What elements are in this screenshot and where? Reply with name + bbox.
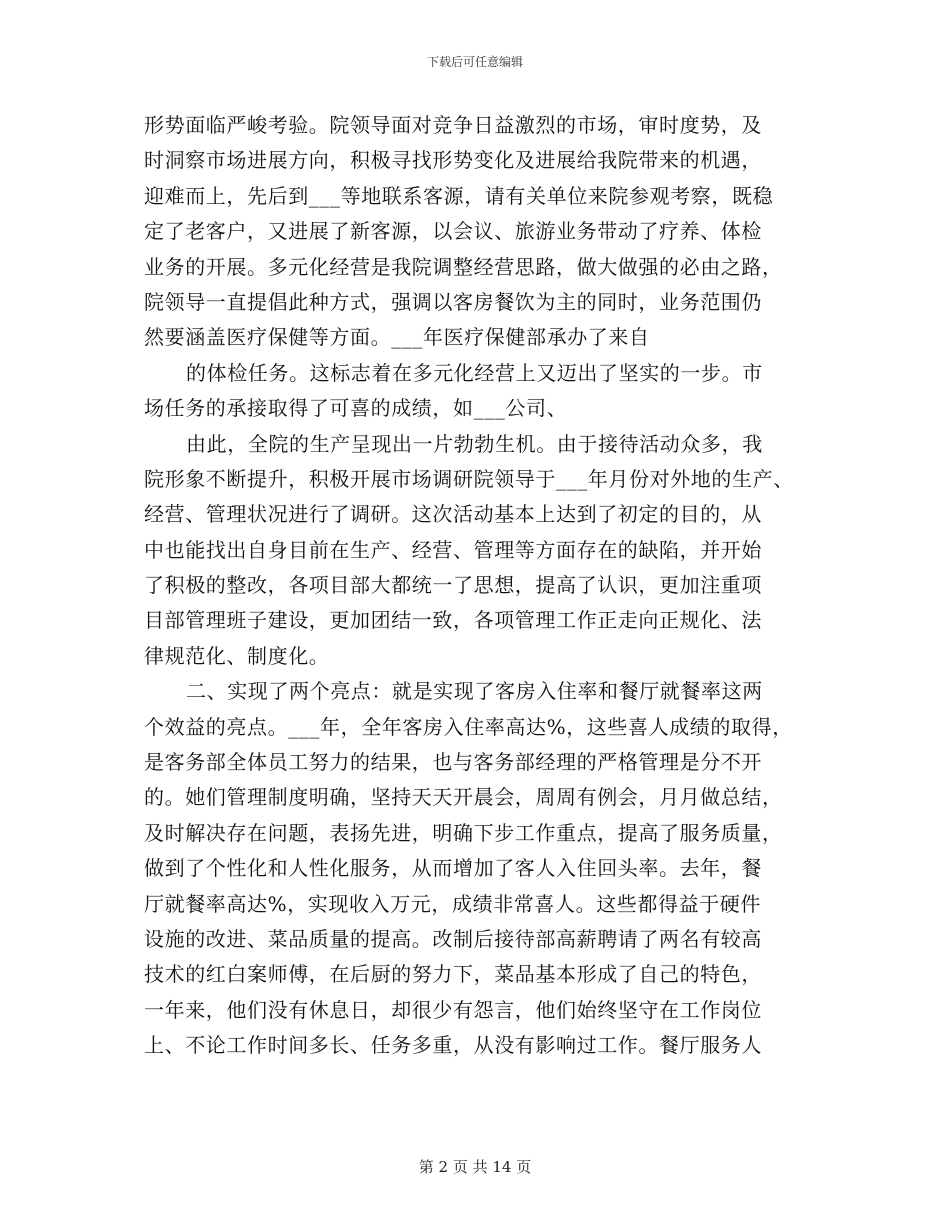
text-line: 场任务的承接取得了可喜的成绩，如___公司、 — [144, 396, 568, 421]
text-line: 时洞察市场进展方向，积极寻找形势变化及进展给我院带来的机遇， — [144, 148, 762, 173]
text-line: 设施的改进、菜品质量的提高。改制后接待部高薪聘请了两名有较高 — [144, 926, 762, 951]
text-line: 个效益的亮点。___年，全年客房入住率高达%，这些喜人成绩的取得， — [144, 714, 793, 739]
text-line: 目部管理班子建设，更加团结一致，各项管理工作正走向正规化、法 — [144, 608, 762, 633]
text-line: 院领导一直提倡此种方式，强调以客房餐饮为主的同时，业务范围仍 — [144, 289, 762, 314]
text-line: 迎难而上，先后到___等地联系客源，请有关单位来院参观考察，既稳 — [144, 183, 774, 208]
text-line: 上、不论工作时间多长、任务多重，从没有影响过工作。餐厅服务人 — [144, 1033, 762, 1058]
text-line: 由此，全院的生产呈现出一片勃勃生机。由于接待活动众多，我 — [186, 431, 763, 456]
text-line: 了积极的整改，各项目部大都统一了思想，提高了认识，更加注重项 — [144, 573, 762, 598]
text-line: 然要涵盖医疗保健等方面。___年医疗保健部承办了来自 — [144, 325, 650, 350]
document-body — [144, 108, 814, 1064]
text-line: 是客务部全体员工努力的结果，也与客务部经理的严格管理是分不开 — [144, 750, 762, 775]
text-line: 技术的红白案师傅，在后厨的努力下，菜品基本形成了自己的特色， — [144, 962, 762, 987]
page-header: 下载后可任意编辑 — [426, 55, 523, 69]
page-number: 第 2 页 共 14 页 — [418, 1158, 532, 1176]
text-line: 中也能找出自身目前在生产、经营、管理等方面存在的缺陷，并开始 — [144, 537, 762, 562]
text-line: 院形象不断提升，积极开展市场调研院领导于___年月份对外地的生产、 — [144, 466, 794, 491]
text-line: 厅就餐率高达%，实现收入万元，成绩非常喜人。这些都得益于硬件 — [144, 891, 762, 916]
text-line: 业务的开展。多元化经营是我院调整经营思路，做大做强的必由之路， — [144, 254, 783, 279]
text-line: 形势面临严峻考验。院领导面对竞争日益激烈的市场，审时度势，及 — [144, 113, 762, 137]
text-line: 的体检任务。这标志着在多元化经营上又迈出了坚实的一步。市 — [186, 360, 763, 385]
text-line: 经营、管理状况进行了调研。这次活动基本上达到了初定的目的，从 — [144, 502, 762, 527]
text-line: 做到了个性化和人性化服务，从而增加了客人入住回头率。去年，餐 — [144, 856, 762, 881]
text-line: 律规范化、制度化。 — [144, 643, 330, 668]
text-line: 及时解决存在问题，表扬先进，明确下步工作重点，提高了服务质量， — [144, 820, 783, 845]
text-line: 定了老客户，又进展了新客源，以会议、旅游业务带动了疗养、体检 — [144, 219, 762, 244]
text-line: 二、实现了两个亮点：就是实现了客房入住率和餐厅就餐率这两 — [186, 679, 763, 704]
text-line: 一年来，他们没有休息日，却很少有怨言，他们始终坚守在工作岗位 — [144, 997, 762, 1022]
text-line: 的。她们管理制度明确，坚持天天开晨会，周周有例会，月月做总结， — [144, 785, 783, 810]
